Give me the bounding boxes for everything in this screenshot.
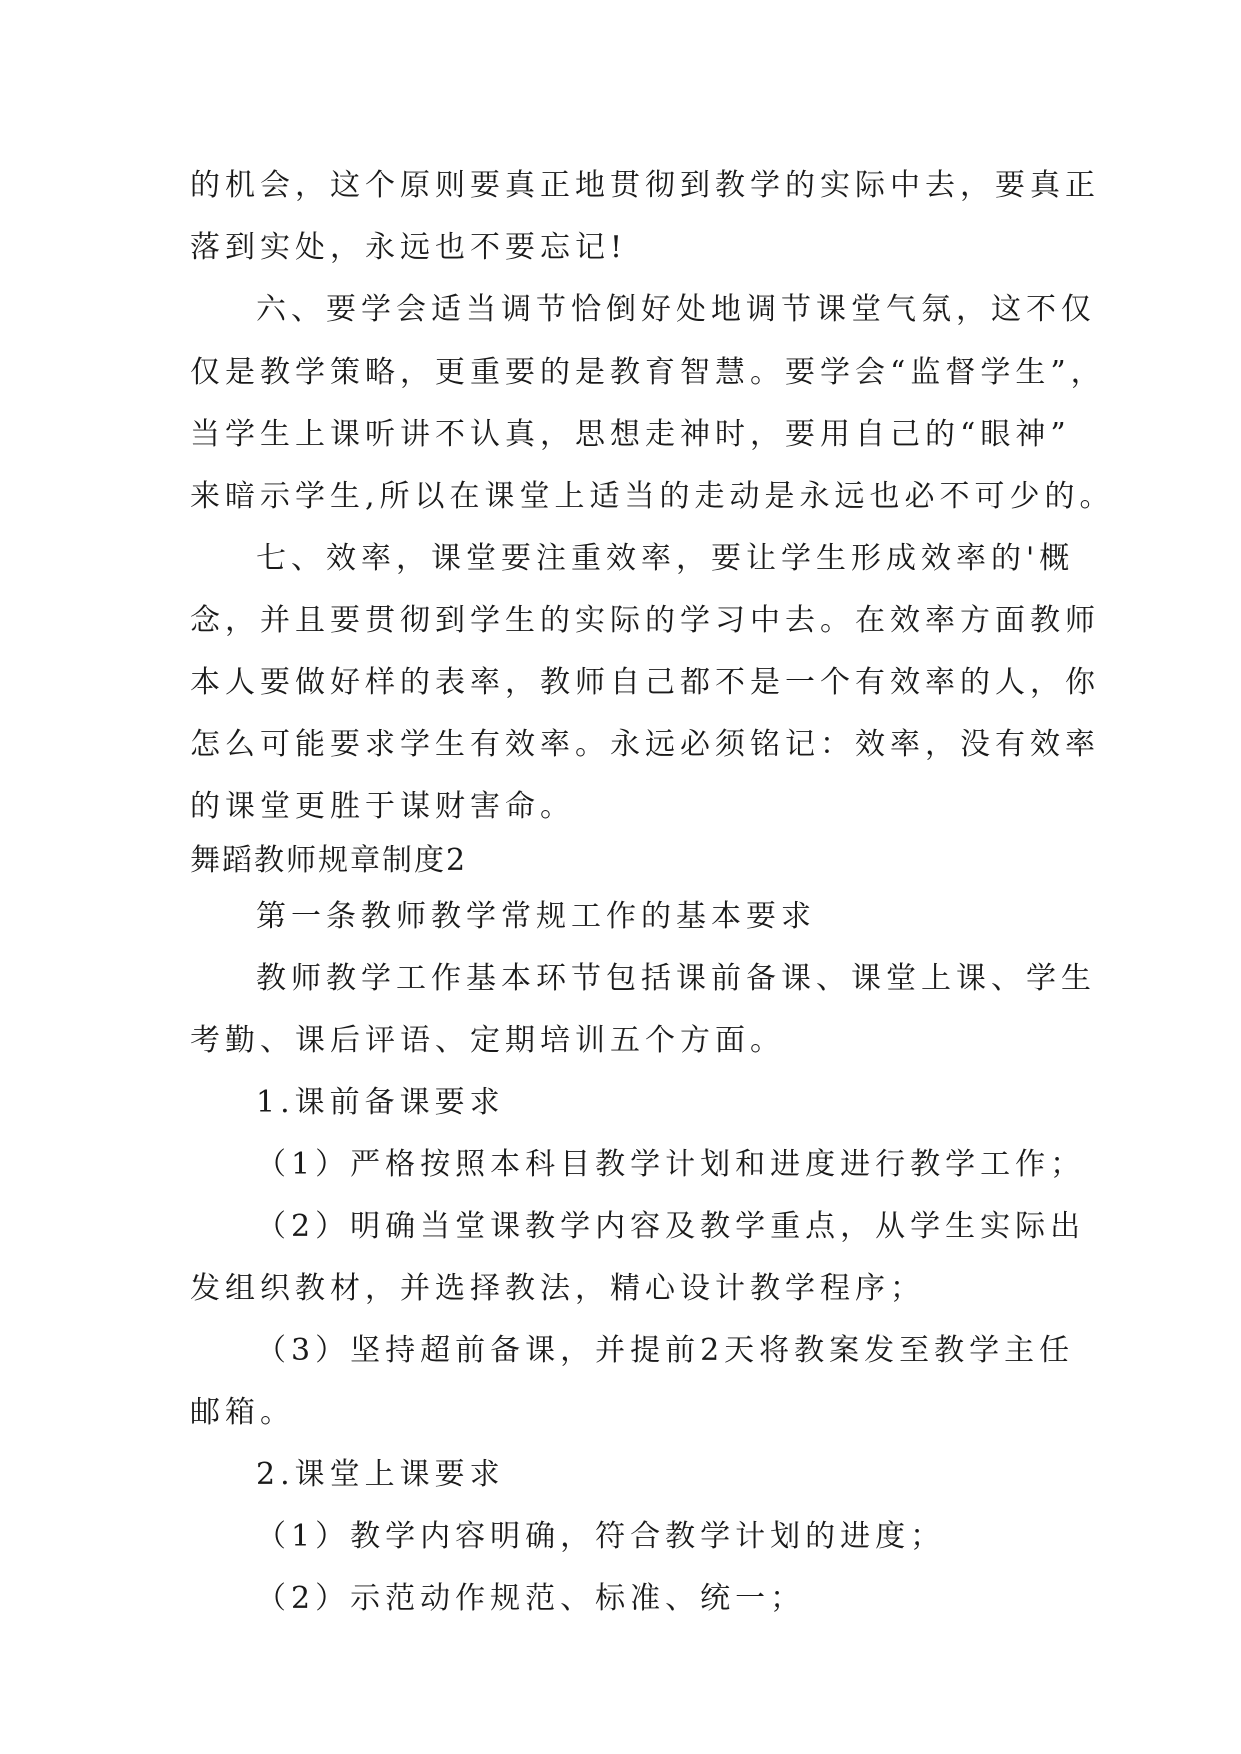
paragraph-line: 念，并且要贯彻到学生的实际的学习中去。在效率方面教师: [190, 603, 1100, 638]
list-item: （1）教学内容明确，符合教学计划的进度；: [256, 1519, 946, 1554]
paragraph-line: 的课堂更胜于谋财害命。: [190, 789, 575, 824]
article-heading: 第一条教师教学常规工作的基本要求: [256, 899, 816, 934]
paragraph-line: 邮箱。: [190, 1395, 295, 1430]
paragraph-line: 本人要做好样的表率，教师自己都不是一个有效率的人，你: [190, 665, 1100, 700]
list-item: （3）坚持超前备课，并提前2天将教案发至教学主任: [256, 1333, 1075, 1368]
paragraph-line: 来暗示学生,所以在课堂上适当的走动是永远也必不可少的。: [190, 479, 1115, 514]
list-item: （1）严格按照本科目教学计划和进度进行教学工作；: [256, 1147, 1086, 1182]
list-item: （2）明确当堂课教学内容及教学重点，从学生实际出: [256, 1209, 1086, 1244]
paragraph-line: 发组织教材，并选择教法，精心设计教学程序；: [190, 1271, 925, 1306]
subsection-heading: 2.课堂上课要求: [256, 1457, 505, 1492]
paragraph-line: 怎么可能要求学生有效率。永远必须铭记：效率，没有效率: [190, 727, 1100, 762]
paragraph-line: 七、效率，课堂要注重效率，要让学生形成效率的'概: [256, 541, 1075, 576]
paragraph-line: 的机会，这个原则要真正地贯彻到教学的实际中去，要真正: [190, 168, 1100, 203]
paragraph-line: 考勤、课后评语、定期培训五个方面。: [190, 1023, 785, 1058]
paragraph-line: 六、要学会适当调节恰倒好处地调节课堂气氛，这不仅: [256, 292, 1096, 327]
subsection-heading: 1.课前备课要求: [256, 1085, 505, 1120]
list-item: （2）示范动作规范、标准、统一；: [256, 1581, 806, 1616]
paragraph-line: 教师教学工作基本环节包括课前备课、课堂上课、学生: [256, 961, 1096, 996]
paragraph-line: 仅是教学策略，更重要的是教育智慧。要学会“监督学生”，: [190, 355, 1106, 390]
section-title: 舞蹈教师规章制度2: [190, 843, 468, 878]
paragraph-line: 当学生上课听讲不认真，思想走神时，要用自己的“眼神”: [190, 417, 1071, 452]
paragraph-line: 落到实处，永远也不要忘记!: [190, 230, 628, 265]
